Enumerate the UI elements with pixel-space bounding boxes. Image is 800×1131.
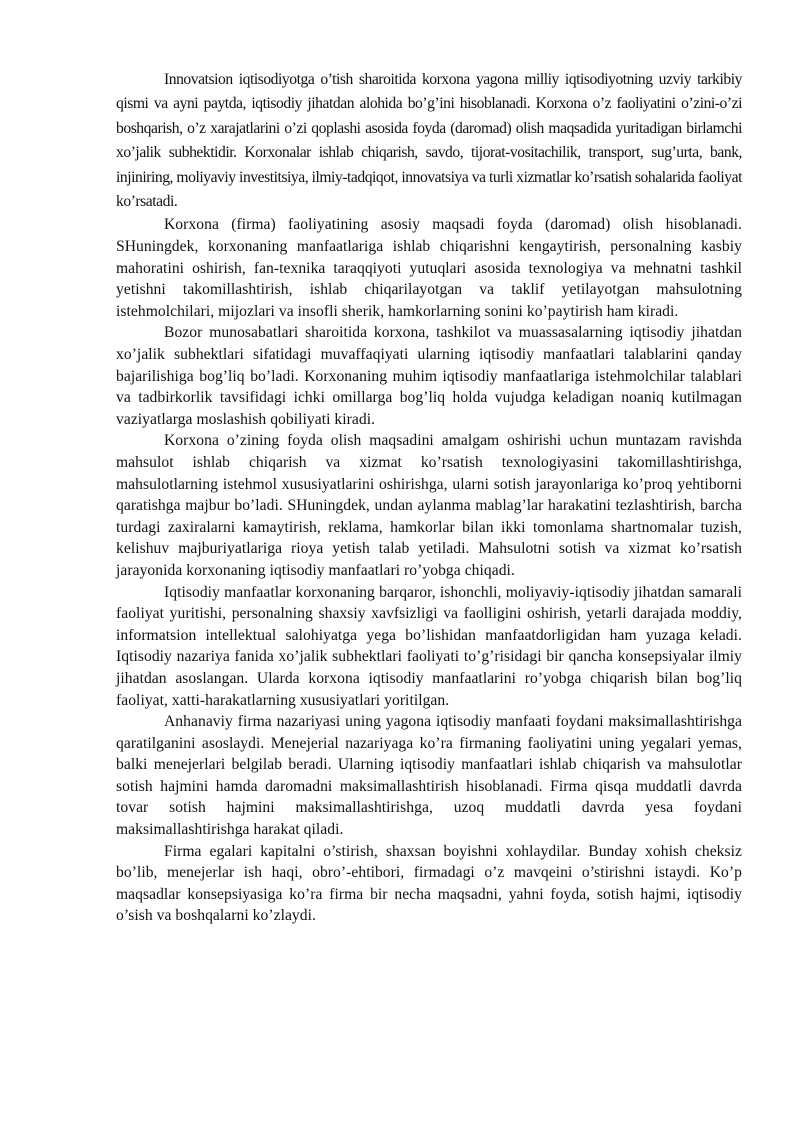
paragraph-5: Iqtisodiy manfaatlar korxonaning barqaror, ishonchli, moliyaviy-iqtisodiy jihatdan samarali faoliyat yuritishi, personalning shaxsiy xavfsizligi va faolligini oshirish, yetarli darajada moddiy, informatsion intellektual salohiyatga yega bo’lishidan manfaatdorligidan ham yuzaga keladi. Iqtisodiy nazariya fanida xo’jalik subhektlari faoliyati to’g’risidagi bir qancha konsepsiyalar ilmiy jihatdan asoslangan. Ularda korxona iqtisodiy manfaatlarini ro’yobga chiqarish bilan bog’liq faoliyat, xatti-harakatlarning xususiyatlari yoritilgan. [116, 583, 742, 709]
document-page [116, 68, 742, 927]
paragraph-2: Korxona (firma) faoliyatining asosiy maqsadi foyda (daromad) olish hisoblanadi. SHuningdek, korxonaning manfaatlariga ishlab chiqarishni kengaytirish, personalning kasbiy mahoratini oshirish, fan-texnika taraqqiyoti yutuqlari asosida texnologiya va mehnatni tashkil yetishni takomillashtirish, ishlab chiqarilayotgan va taklif yetilayotgan mahsulotning istehmolchilari, mijozlari va insofli sherik, hamkorlarning sonini ko’paytirish ham kiradi. [116, 216, 742, 320]
paragraph-7: Firma egalari kapitalni o’stirish, shaxsan boyishni xohlaydilar. Bunday xohish cheksiz bo’lib, menejerlar ish haqi, obro’-ehtibori, firmadagi o’z mavqeini o’stirishni istaydi. Ko’p maqsadlar konsepsiyasiga ko’ra firma bir necha maqsadni, yahni foyda, sotish hajmi, iqtisodiy o’sish va boshqalarni ko’zlaydi. [116, 842, 742, 925]
paragraph-4: Korxona o’zining foyda olish maqsadini amalgam oshirishi uchun muntazam ravishda mahsulot ishlab chiqarish va xizmat ko’rsatish texnologiyasini takomillashtirishga, mahsulotlarning istehmol xususiyatlarini oshirishga, ularni sotish jarayonlariga ko’proq yehtiborni qaratishga majbur bo’ladi. SHuningdek, undan aylanma mablag’lar harakatini tezlashtirish, barcha turdagi zaxiralarni kamaytirish, reklama, hamkorlar bilan ikki tomonlama shartnomalar tuzish, kelishuv majburiyatlariga rioya yetish talab yetiladi. Mahsulotni sotish va xizmat ko’rsatish jarayonida korxonaning iqtisodiy manfaatlari ro’yobga chiqadi. [116, 432, 742, 579]
paragraph-3: Bozor munosabatlari sharoitida korxona, tashkilot va muassasalarning iqtisodiy jihatdan xo’jalik subhektlari sifatidagi muvaffaqiyati ularning iqtisodiy manfaatlari talablarini qanday bajarilishiga bog’liq bo’ladi. Korxonaning muhim iqtisodiy manfaatlariga istehmolchilar talablari va tadbirkorlik tavsifidagi ichki omillarga bog’liq holda vujudga keladigan noaniq kutilmagan vaziyatlarga moslashish qobiliyati kiradi. [116, 324, 742, 428]
paragraph-1: Innovatsion iqtisodiyotga o’tish sharoitida korxona yagona milliy iqtisodiyotning uzviy tarkibiy qismi va ayni paytda, iqtisodiy jihatdan alohida bo’g’ini hisoblanadi. Korxona o’z faoliyatini o’zini-o’zi boshqarish, o’z xarajatlarini o’zi qoplashi asosida foyda (daromad) olish maqsadida yuritadigan birlamchi xo’jalik subhektidir. Korxonalar ishlab chiqarish, savdo, tijorat-vositachilik, transport, sug’urta, bank, injiniring, moliyaviy investitsiya, ilmiy-tadqiqot, innovatsiya va turli xizmatlar ko’rsatish sohalarida faoliyat ko’rsatadi. [116, 71, 742, 211]
paragraph-6: Anhanaviy firma nazariyasi uning yagona iqtisodiy manfaati foydani maksimallashtirishga qaratilganini asoslaydi. Menejerial nazariyaga ko’ra firmaning faoliyatini uning yegalari yemas, balki menejerlari belgilab beradi. Ularning iqtisodiy manfaatlari ishlab chiqarish va mahsulotlar sotish hajmini hamda daromadni maksimallashtirish hisoblanadi. Firma qisqa muddatli davrda tovar sotish hajmini maksimallashtirishga, uzoq muddatli davrda yesa foydani maksimallashtirishga harakat qiladi. [116, 713, 742, 839]
